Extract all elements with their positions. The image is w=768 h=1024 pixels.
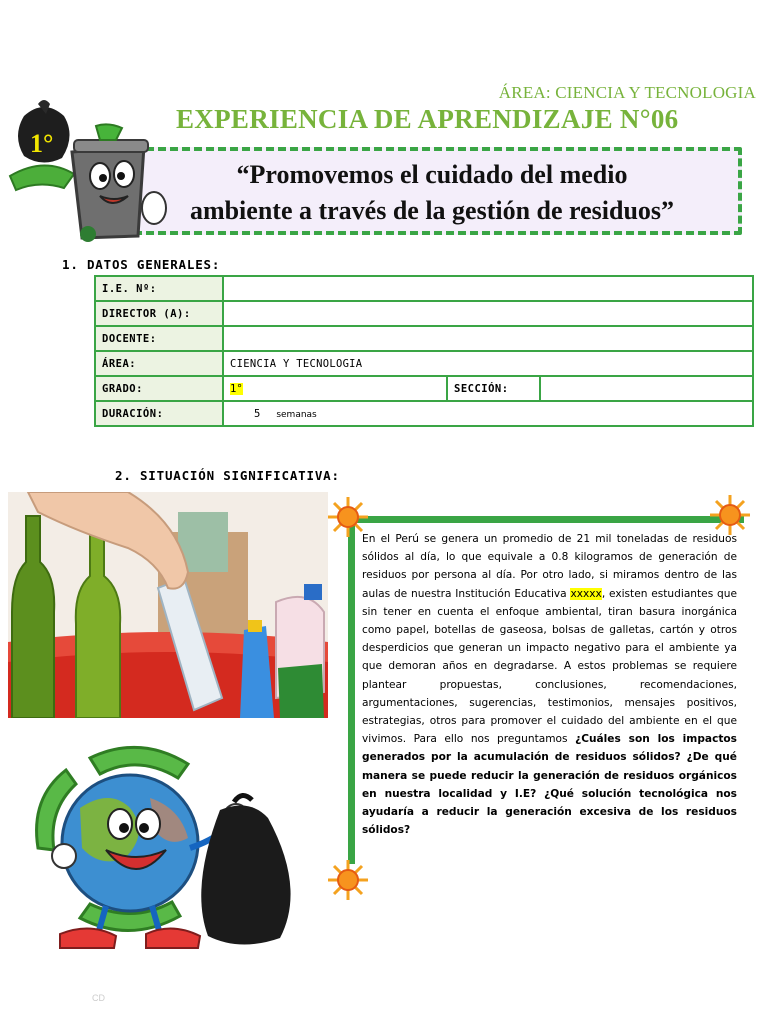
footer-mark: CD: [92, 993, 105, 1003]
seccion-label: SECCIÓN:: [447, 376, 540, 401]
table-row: [95, 326, 753, 351]
situacion-text-2: , existen estudiantes que sin tener en cuenta el enfoque ambiental, tiran basura inorgánica como papel, botellas de gaseosa, bolsas de galletas, cartón y otros desperdicios que generan un impacto negativo para el ambiente ya que demoran años en degradarse. A estos problemas se requiere plantear propuestas, conclusiones, recomendaciones, argumentaciones, sugerencias, testimonios, mensajes positivos, estrategias, otros para promover el cuidado del ambiente en el que vivimos. Para ello nos preguntamos: [362, 587, 737, 746]
situacion-paragraph: [362, 530, 737, 839]
title-box: [122, 147, 742, 235]
docente-label: DOCENTE:: [95, 326, 223, 351]
trash-can-mascot-icon: [4, 96, 174, 246]
duracion-unit: semanas: [276, 409, 317, 420]
director-value[interactable]: [223, 301, 753, 326]
grado-value-cell[interactable]: [223, 376, 447, 401]
ie-value[interactable]: [223, 276, 753, 301]
title-line-2: ambiente a través de la gestión de residuos”: [189, 196, 675, 225]
situacion-text-1: En el Perú se genera un promedio de 21 mil toneladas de residuos sólidos al día, lo que equivale a 0.8 kilogramos de generación de residuos por persona al día. Por otro lado, si miramos dentro de las aulas de nuestra Institución Educativa: [362, 533, 737, 600]
ie-label: I.E. Nº:: [95, 276, 223, 301]
institution-placeholder: xxxxx: [570, 587, 602, 600]
table-row: [95, 276, 753, 301]
seccion-value[interactable]: [540, 376, 753, 401]
section-1-heading: 1. DATOS GENERALES:: [62, 257, 221, 272]
area-label: ÁREA:: [95, 351, 223, 376]
docente-value[interactable]: [223, 326, 753, 351]
table-row: [95, 301, 753, 326]
sun-icon: [710, 495, 750, 535]
document-title: [126, 157, 738, 229]
duracion-number: 5: [254, 407, 261, 420]
title-line-1: “Promovemos el cuidado del medio: [236, 160, 628, 189]
experiencia-title: EXPERIENCIA DE APRENDIZAJE N°06: [176, 104, 679, 134]
datos-generales-table: [94, 275, 754, 427]
director-label: DIRECTOR (A):: [95, 301, 223, 326]
waste-bottles-photo: [8, 492, 328, 718]
duracion-value[interactable]: [223, 401, 753, 426]
grado-value: 1°: [230, 382, 243, 395]
sun-icon: [328, 860, 368, 900]
section-2-heading: 2. SITUACIÓN SIGNIFICATIVA:: [115, 468, 340, 483]
recycling-globe-icon: [20, 738, 320, 968]
grade-badge: 1°: [30, 129, 54, 158]
table-row: [95, 401, 753, 426]
table-row: [95, 351, 753, 376]
table-row: [95, 376, 753, 401]
duracion-label: DURACIÓN:: [95, 401, 223, 426]
situacion-questions: ¿Cuáles son los impactos generados por la acumulación de residuos sólidos? ¿De qué manera se puede reducir la generación de residuos orgánicos en nuestra localidad y I.E? ¿Qué solución tecnológica nos ayudaría a reducir la generación excesiva de los residuos sólidos?: [362, 733, 737, 837]
area-value[interactable]: CIENCIA Y TECNOLOGIA: [223, 351, 753, 376]
area-heading: ÁREA: CIENCIA Y TECNOLOGIA: [498, 83, 756, 102]
grado-label: GRADO:: [95, 376, 223, 401]
